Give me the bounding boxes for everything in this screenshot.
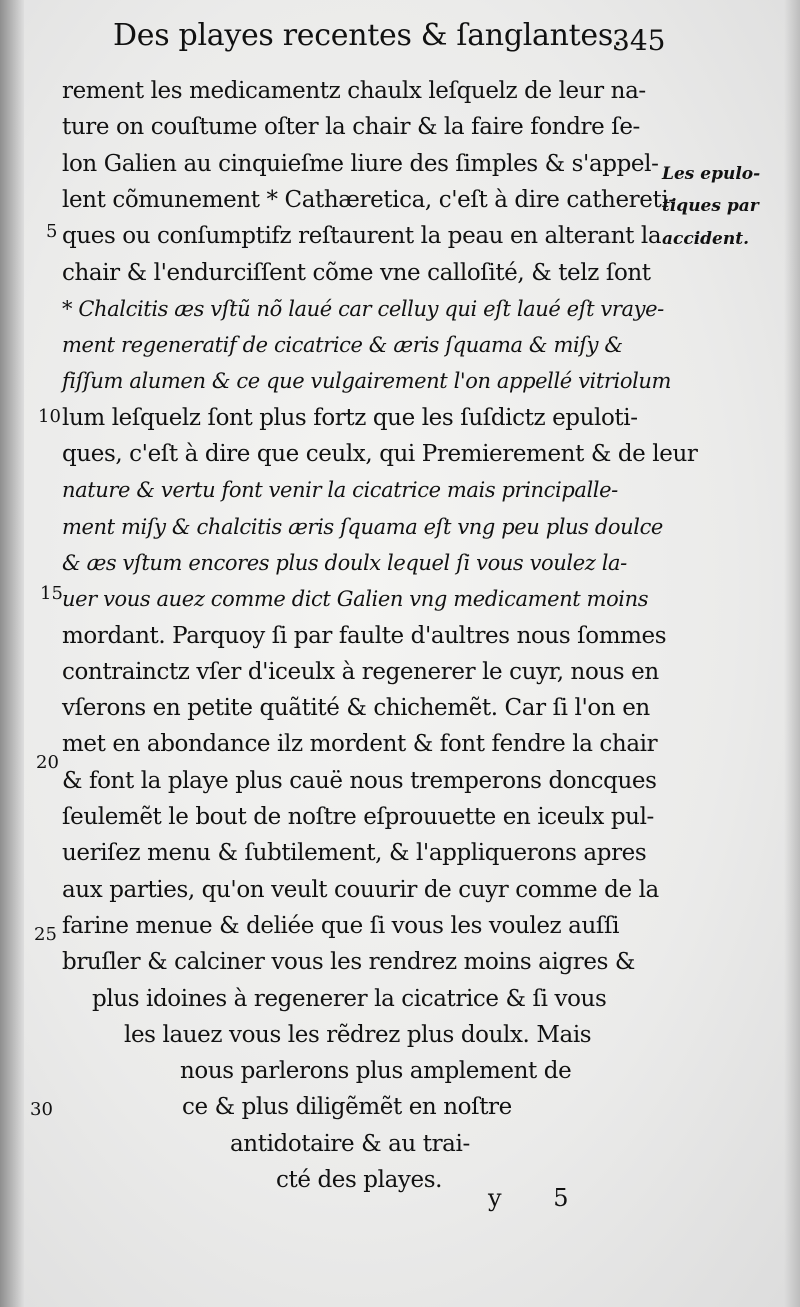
body-line: ce & plus diligẽmẽt en noſtre: [182, 1094, 512, 1121]
body-line: & font la playe plus cauë nous tremperons doncques: [62, 767, 657, 794]
body-line: ques, c'eſt à dire que ceulx, qui Premierement & de leur: [62, 441, 698, 467]
body-line: les lauez vous les rẽdrez plus doulx. Mais: [124, 1021, 592, 1048]
line-number-25: 25: [34, 924, 57, 945]
marginal-note-line-2: tiques par: [662, 196, 759, 216]
page-number: 345: [612, 24, 666, 57]
signature-mark: y 5: [488, 1184, 591, 1212]
line-number-15: 15: [40, 583, 63, 604]
line-number-10: 10: [38, 406, 61, 427]
body-line: chair & l'endurciſſent cõme vne calloſité, & telz ſont: [62, 259, 651, 286]
body-line: antidotaire & au trai-: [230, 1130, 470, 1157]
body-line: ueriſez menu & ſubtilement, & l'appliquerons apres: [62, 840, 647, 867]
line-number-30: 30: [30, 1099, 53, 1120]
body-line: ques ou conſumptifz reſtaurent la peau en alterant la: [62, 223, 662, 250]
body-line: uer vous auez comme dict Galien vng medicament moins: [62, 587, 649, 612]
body-line: vſerons en petite quãtité & chichemẽt. Car ſi l'on en: [62, 695, 650, 722]
page-gutter-shadow: [0, 0, 24, 1307]
body-line: farine menue & deliée que ſi vous les voulez auſſi: [62, 912, 620, 939]
body-line: ture on couſtume oſter la chair & la faire fondre ſe-: [62, 114, 640, 141]
body-line: bruſler & calciner vous les rendrez moins aigres &: [62, 949, 635, 976]
line-number-5: 5: [46, 221, 58, 242]
body-line: contrainctz vſer d'iceulx à regenerer le cuyr, nous en: [62, 658, 659, 685]
body-line: * Chalcitis æs vſtũ nõ laué car celluy qui eſt laué eſt vraye-: [62, 296, 664, 321]
line-number-20: 20: [36, 752, 59, 773]
body-line: rement les medicamentz chaulx leſquelz de leur na-: [62, 78, 646, 104]
body-line: ment miſy & chalcitis æris ſquama eſt vng peu plus doulce: [62, 514, 663, 539]
body-line: plus idoines à regenerer la cicatrice & ſi vous: [92, 985, 607, 1012]
body-line: ment regeneratif de cicatrice & æris ſquama & miſy &: [62, 333, 623, 358]
body-line: cté des playes.: [276, 1167, 443, 1193]
body-line: lent cõmunement * Cathæretica, c'eſt à dire cathereti-: [62, 186, 676, 213]
body-line: fiſſum alumen & ce que vulgairement l'on appellé vitriolum: [62, 369, 672, 394]
body-line: ſeulemẽt le bout de noſtre eſprouuette en iceulx pul-: [62, 804, 654, 830]
body-line: lum leſquelz ſont plus fortz que les ſuſdictz epuloti-: [62, 404, 638, 431]
body-line: lon Galien au cinquieſme liure des ſimples & s'appel-: [62, 150, 659, 177]
body-line: aux parties, qu'on veult couurir de cuyr comme de la: [62, 876, 659, 903]
marginal-note-line-3: accident.: [662, 229, 750, 249]
page-edge-shadow: [784, 0, 800, 1307]
running-header-title: Des playes recentes & ſanglantes.: [113, 18, 623, 53]
body-line: & æs vſtum encores plus doulx lequel ſi vous voulez la-: [62, 550, 627, 575]
marginal-note-line-1: Les epulo-: [662, 164, 761, 184]
body-line: nature & vertu font venir la cicatrice mais principalle-: [62, 478, 618, 503]
body-line: mordant. Parquoy ſi par faulte d'aultres nous ſommes: [62, 622, 667, 649]
body-line: met en abondance ilz mordent & font fendre la chair: [62, 731, 658, 758]
body-line: nous parlerons plus amplement de: [180, 1058, 572, 1085]
